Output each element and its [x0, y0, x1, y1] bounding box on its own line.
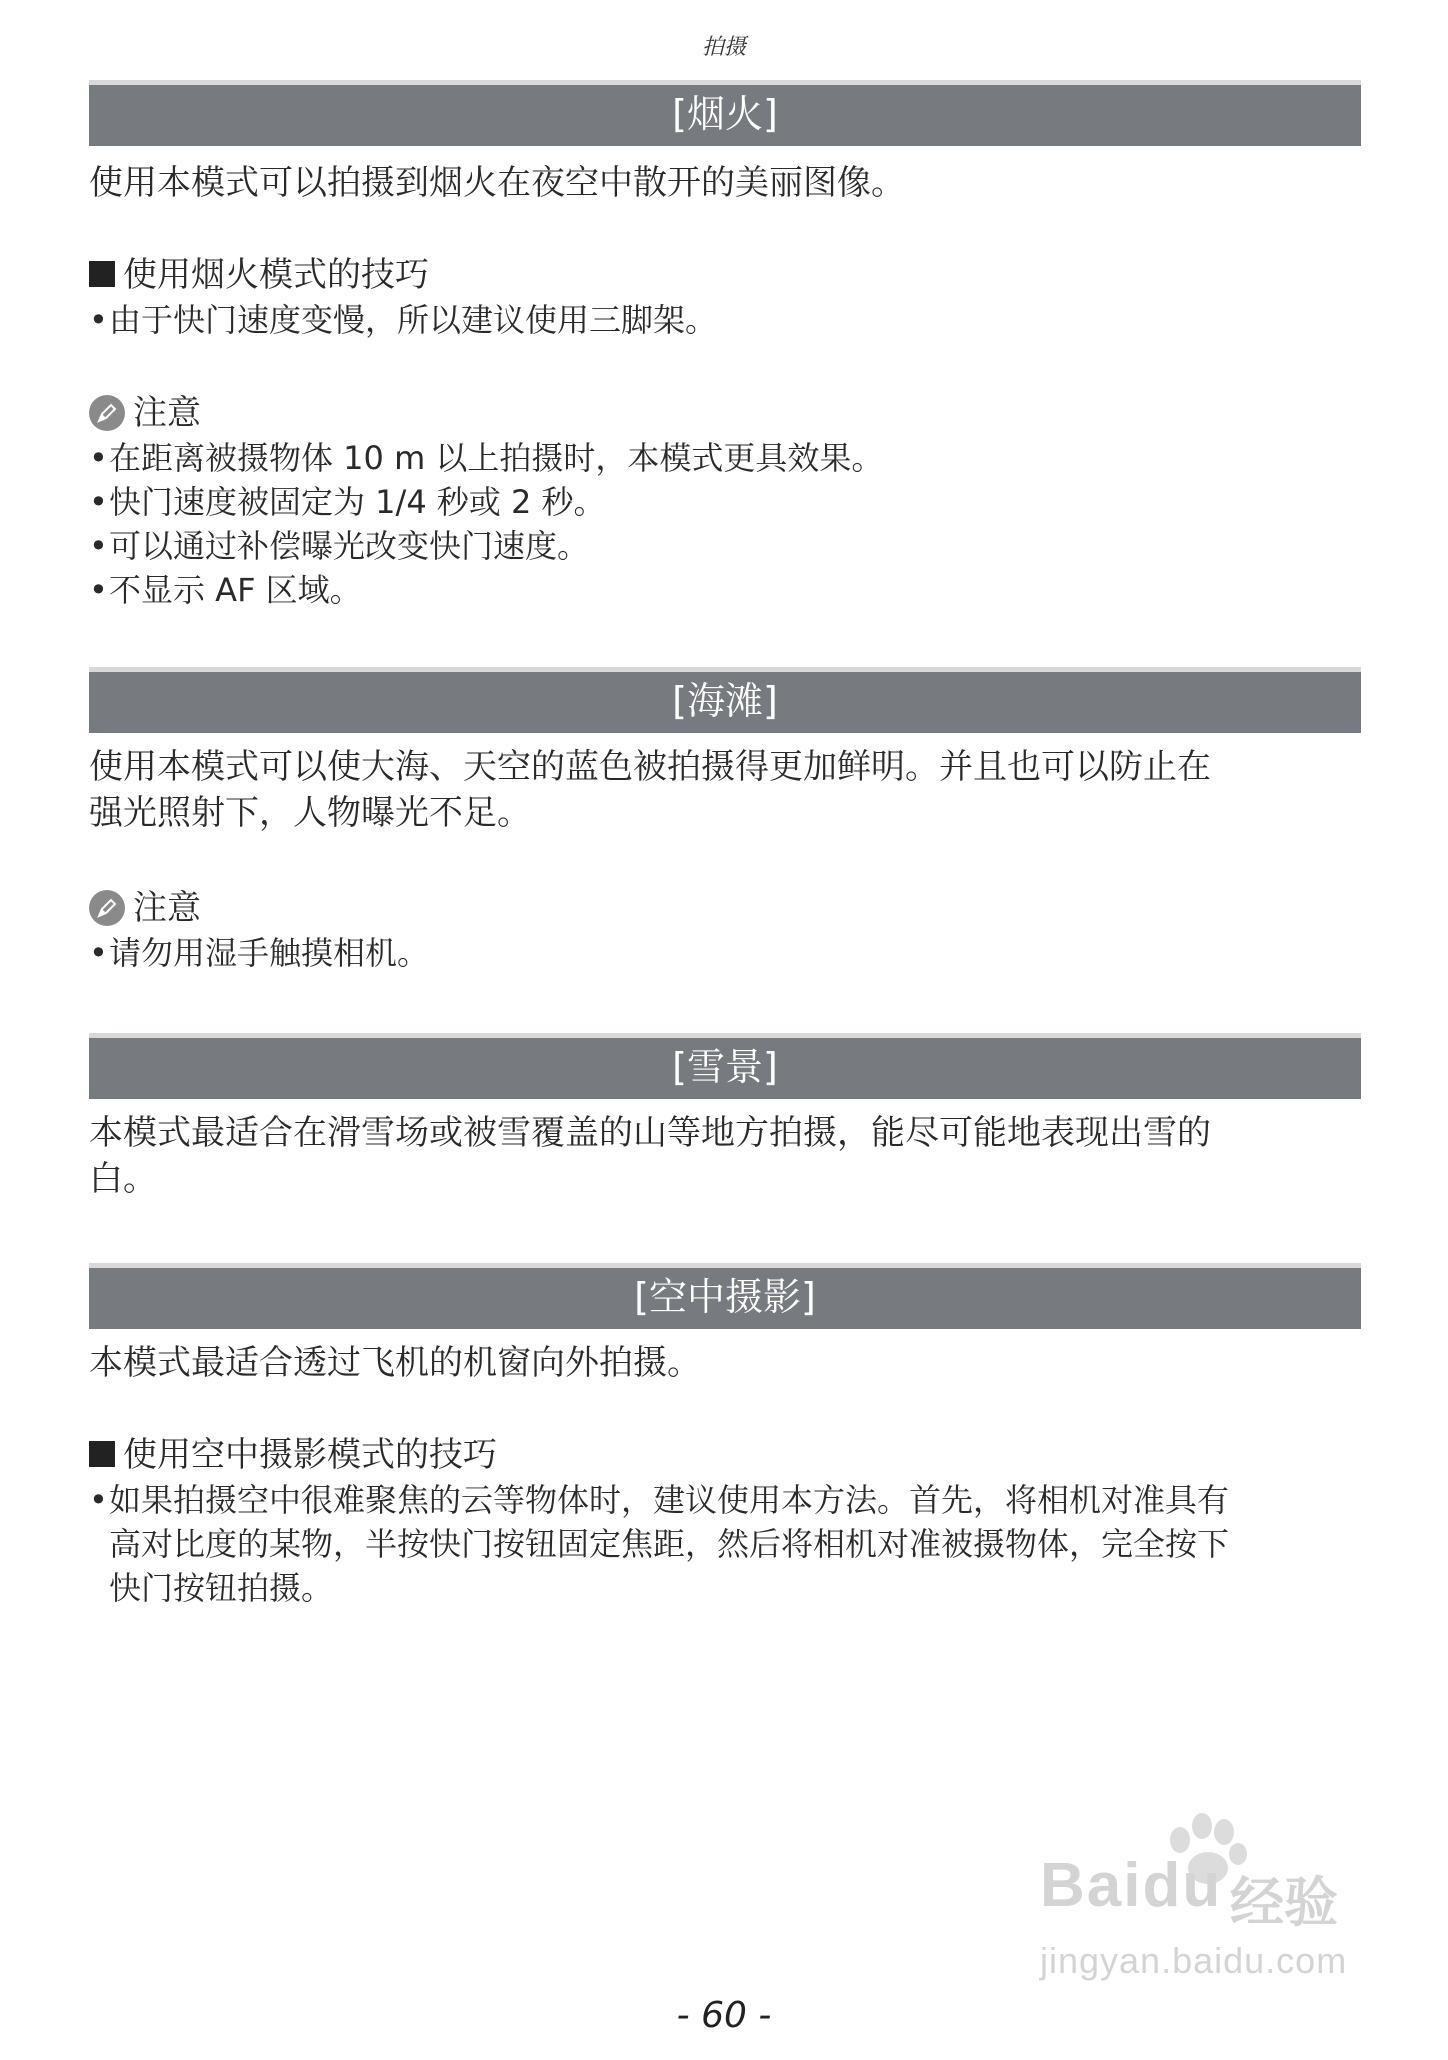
pencil-note-icon: [89, 890, 125, 926]
list-item: • 可以通过补偿曝光改变快门速度。: [89, 524, 1369, 568]
watermark-url: jingyan.baidu.com: [1040, 1940, 1348, 1981]
section-title-aerial: [空中摄影]: [89, 1263, 1361, 1329]
snow-description-line-2: 白。: [89, 1159, 157, 1199]
aerial-tips-heading: 使用空中摄影模式的技巧: [89, 1432, 1369, 1478]
aerial-tips: [89, 1432, 1369, 1610]
baidu-jingyan-watermark: [1040, 1840, 1360, 2000]
pencil-note-icon: [89, 395, 125, 431]
beach-notes-list: [89, 931, 1369, 975]
fireworks-tips-heading: 使用烟火模式的技巧: [89, 252, 1369, 298]
section-title-beach: [海滩]: [89, 667, 1361, 733]
fireworks-note-heading: 注意: [89, 390, 1369, 436]
list-item: • 不显示 AF 区域。: [89, 568, 1369, 612]
section-title-fireworks: [烟火]: [89, 80, 1361, 146]
fireworks-notes-list: [89, 436, 1369, 612]
fireworks-tips-list: [89, 298, 1369, 342]
aerial-tips-list: [89, 1478, 1369, 1610]
page-number: - 60 -: [676, 1995, 772, 2036]
fireworks-notes: [89, 390, 1369, 612]
fireworks-description: 使用本模式可以拍摄到烟火在夜空中散开的美丽图像。: [89, 163, 905, 203]
aerial-section: [89, 1340, 1369, 1386]
snow-description-line-1: 本模式最适合在滑雪场或被雪覆盖的山等地方拍摄，能尽可能地表现出雪的: [89, 1113, 1211, 1153]
list-item: • 快门速度被固定为 1/4 秒或 2 秒。: [89, 480, 1369, 524]
beach-note-heading: 注意: [89, 885, 1369, 931]
beach-section: [89, 744, 1369, 836]
list-item: • 由于快门速度变慢，所以建议使用三脚架。: [89, 298, 1369, 342]
snow-section: [89, 1110, 1369, 1202]
aerial-description: 本模式最适合透过飞机的机窗向外拍摄。: [89, 1343, 701, 1383]
beach-description-line-2: 强光照射下，人物曝光不足。: [89, 793, 531, 833]
beach-description-line-1: 使用本模式可以使大海、天空的蓝色被拍摄得更加鲜明。并且也可以防止在: [89, 747, 1211, 787]
fireworks-section: [89, 160, 1369, 206]
list-item: • 如果拍摄空中很难聚焦的云等物体时，建议使用本方法。首先，将相机对准具有 高对比度的某物，半按快门按钮固定焦距，然后将相机对准被摄物体，完全按下 快门按钮拍摄。: [89, 1478, 1369, 1610]
section-title-snow: [雪景]: [89, 1033, 1361, 1099]
beach-notes: [89, 885, 1369, 975]
page-header: 拍摄: [701, 35, 746, 60]
list-item: • 在距离被摄物体 10 m 以上拍摄时，本模式更具效果。: [89, 436, 1369, 480]
square-bullet-icon: [89, 261, 115, 287]
square-bullet-icon: [89, 1441, 115, 1467]
watermark-brand: 经验: [1230, 1871, 1338, 1934]
list-item: • 请勿用湿手触摸相机。: [89, 931, 1369, 975]
fireworks-tips: [89, 252, 1369, 342]
watermark-logo: Baidu: [1040, 1851, 1223, 1920]
